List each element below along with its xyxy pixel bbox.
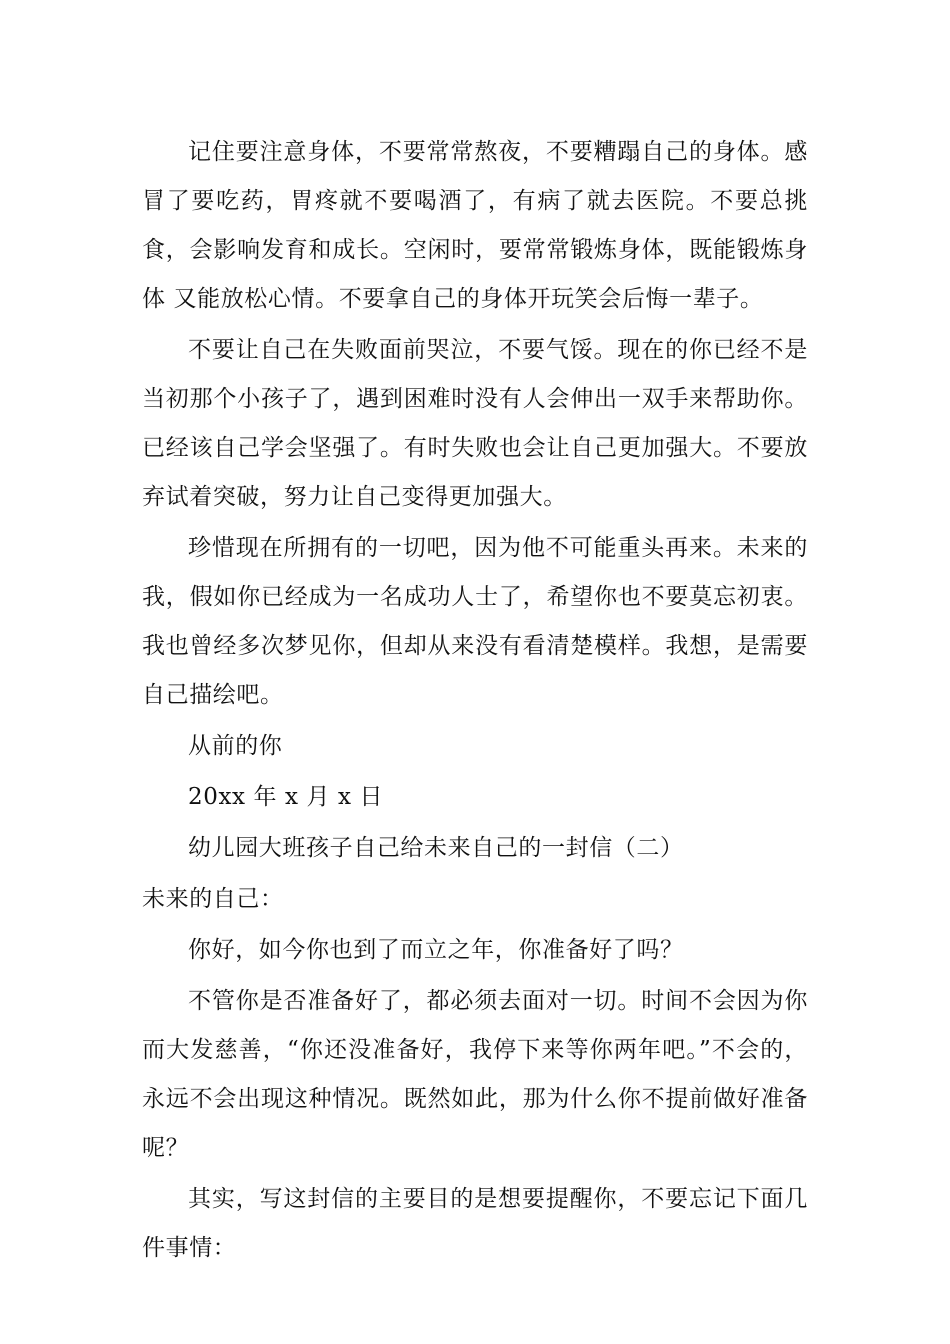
paragraph-greeting: 你好，如今你也到了而立之年，你准备好了吗？ xyxy=(188,937,684,963)
paragraph-purpose: 其实，写这封信的主要目的是想要提醒你，不要忘记下面几件事情： xyxy=(142,1186,808,1261)
date-line: 20xx 年 x 月 x 日 xyxy=(188,784,384,810)
signature-line: 从前的你 xyxy=(188,733,283,759)
paragraph-failure: 不要让自己在失败面前哭泣，不要气馁。现在的你已经不是当初那个小孩子了，遇到困难时没有人会伸出一双手来帮助你。已经该自己学会坚强了。有时失败也会让自己更加强大。不要放弃试着突破，努力让自己变得更加强大。 xyxy=(142,337,808,510)
paragraph-time: 不管你是否准备好了，都必须去面对一切。时间不会因为你而大发慈善，“你还没准备好，我停下来等你两年吧。”不会的，永远不会出现这种情况。既然如此，那为什么你不提前做好准备呢？ xyxy=(142,988,808,1161)
paragraph-health: 记住要注意身体，不要常常熬夜，不要糟蹋自己的身体。感冒了要吃药，胃疼就不要喝酒了，有病了就去医院。不要总挑食，会影响发育和成长。空闲时，要常常锻炼身体，既能锻炼身体 又能放松心情。不要拿自己的身体开玩笑会后悔一辈子。 xyxy=(142,139,808,312)
letter-title: 幼儿园大班孩子自己给未来自己的一封信（二） xyxy=(188,835,684,861)
salutation: 未来的自己： xyxy=(142,886,284,912)
paragraph-cherish: 珍惜现在所拥有的一切吧，因为他不可能重头再来。未来的我，假如你已经成为一名成功人士了，希望你也不要莫忘初衷。我也曾经多次梦见你，但却从来没有看清楚模样。我想，是需要自己描绘吧。 xyxy=(142,535,808,708)
document-body xyxy=(142,128,808,1275)
